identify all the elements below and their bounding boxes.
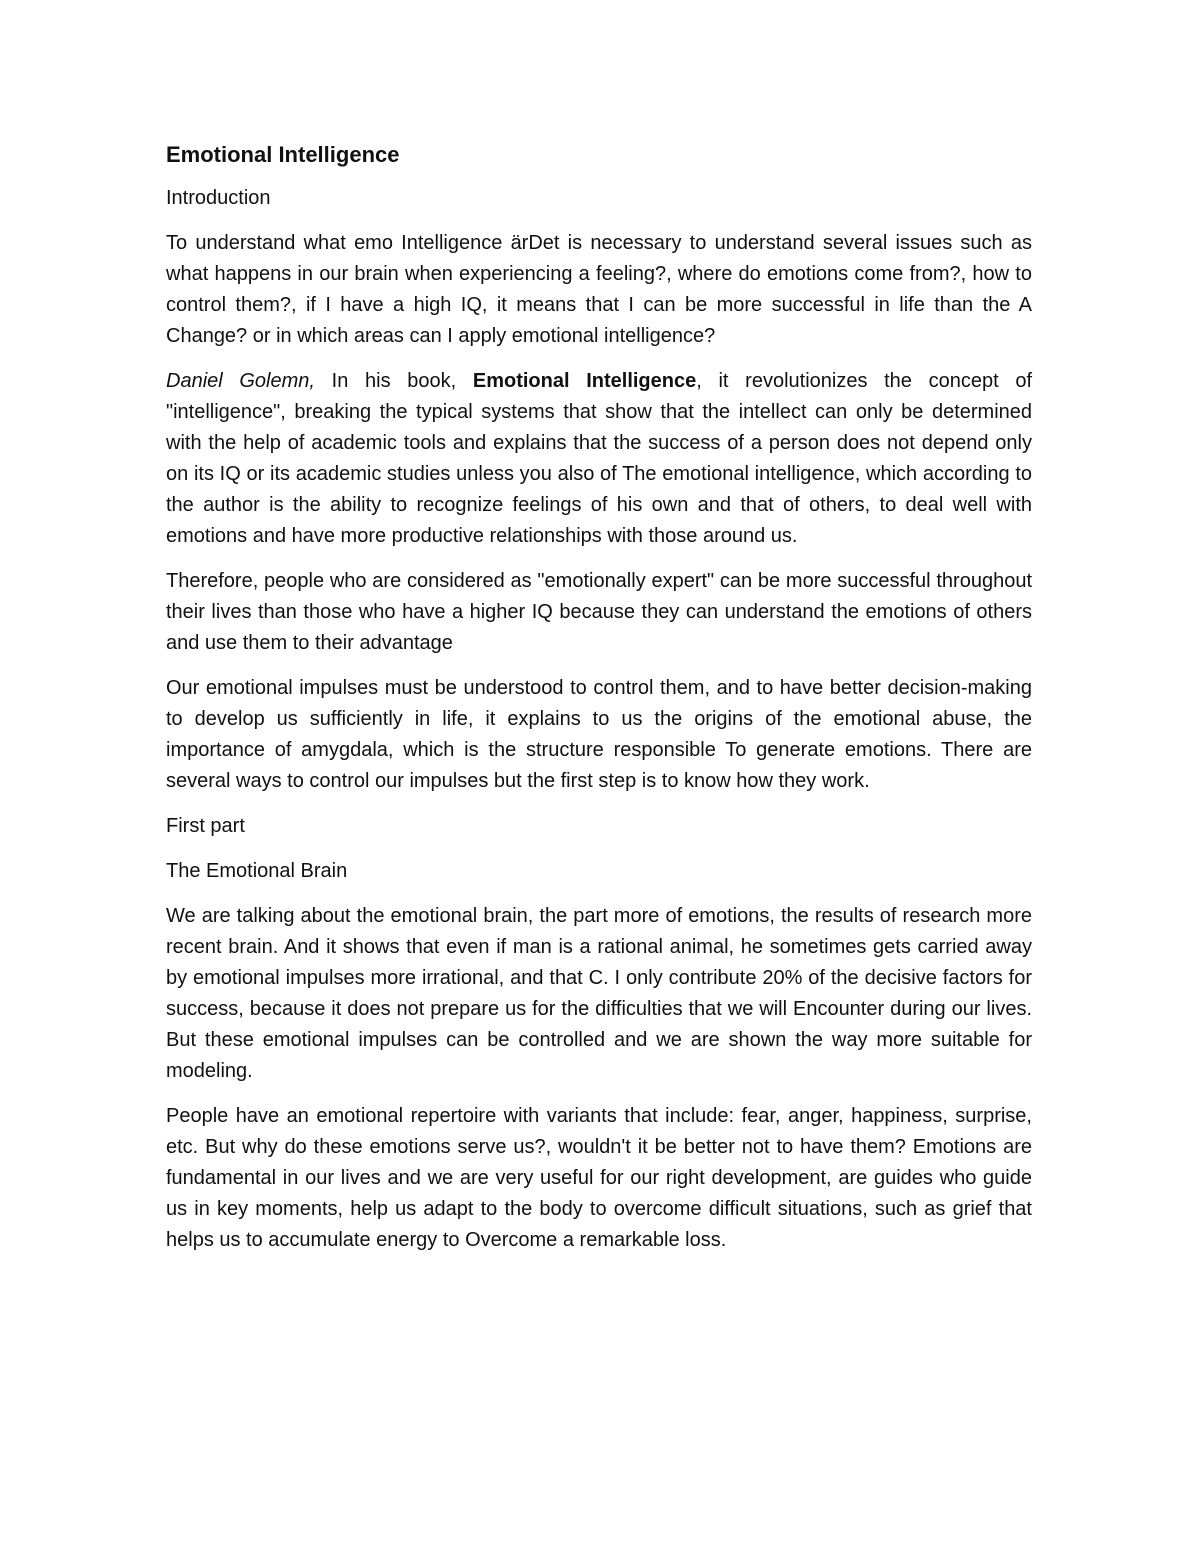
paragraph-emotional-brain: We are talking about the emotional brain, the part more of emotions, the results of research more recent brain. And it shows that even if man is a rational animal, he sometimes gets carried away by emotional impulses more irrational, and that C. I only contribute 20% of the decisive factors for success, because it does not prepare us for the difficulties that we will Encounter during our lives. But these emotional impulses can be controlled and we are shown the way more suitable for modeling. (166, 905, 1032, 1082)
paragraph-emotionally-expert: Therefore, people who are considered as "emotionally expert" can be more successful throughout their lives than those who have a higher IQ because they can understand the emotions of others and use them to their advantage (166, 570, 1032, 654)
first-part-heading: First part (166, 815, 245, 837)
paragraph-goleman-lead: In his book, (314, 370, 473, 392)
paragraph-intro: To understand what emo Intelligence ärDet is necessary to understand several issues such as what happens in our brain when experiencing a feeling?, where do emotions come from?, how to control them?, if I have a high IQ, it means that I can be more successful in life than the A Change? or in which areas can I apply emotional intelligence? (166, 232, 1032, 347)
paragraph-goleman (166, 366, 1032, 552)
emotional-brain-heading: The Emotional Brain (166, 860, 348, 882)
document-page (166, 138, 1032, 1270)
paragraph-emotional-impulses: Our emotional impulses must be understood to control them, and to have better decision-making to develop us sufficiently in life, it explains to us the origins of the emotional abuse, the importance of amygdala, which is the structure responsible To generate emotions. There are several ways to control our impulses but the first step is to know how they work. (166, 677, 1032, 792)
paragraph-goleman-rest: , it revolutionizes the concept of "intelligence", breaking the typical systems that show that the intellect can only be determined with the help of academic tools and explains that the success of a person does not depend only on its IQ or its academic studies unless you also of The emotional intelligence, which according to the author is the ability to recognize feelings of his own and that of others, to deal well with emotions and have more productive relationships with those around us. (166, 370, 1033, 547)
paragraph-emotional-repertoire: People have an emotional repertoire with variants that include: fear, anger, happiness, surprise, etc. But why do these emotions serve us?, wouldn't it be better not to have them? Emotions are fundamental in our lives and we are very useful for our right development, are guides who guide us in key moments, help us adapt to the body to overcome difficult situations, such as grief that helps us to accumulate energy to Overcome a remarkable loss. (166, 1105, 1032, 1251)
document-title: Emotional Intelligence (166, 142, 400, 167)
introduction-heading: Introduction (166, 187, 271, 209)
book-title: Emotional Intelligence (472, 370, 697, 392)
author-name: Daniel Golemn, (166, 370, 315, 392)
